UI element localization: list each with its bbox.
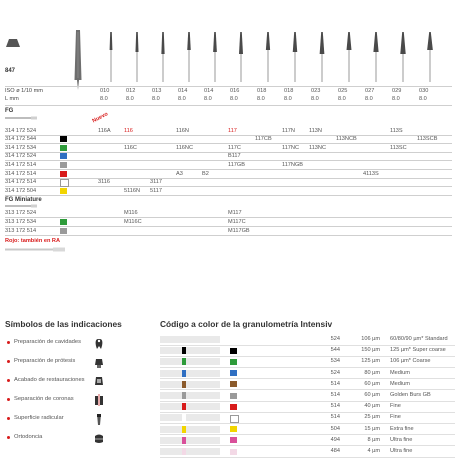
grit-micron: 80 µm (364, 369, 380, 376)
row-divider (5, 195, 452, 196)
length-cell: 8.0 (152, 96, 160, 102)
grit-row (160, 356, 455, 367)
article-code: 314 172 524 (5, 153, 37, 160)
shank-bar (160, 448, 220, 455)
bur-reference: M117GB (228, 227, 250, 234)
shank-bar (160, 426, 220, 433)
row-divider (5, 169, 452, 170)
bur-icon (347, 32, 352, 82)
root-surface-icon (93, 413, 105, 426)
shank-bar (160, 370, 220, 377)
article-code: 314 172 524 (5, 127, 37, 134)
shank-bar (160, 347, 220, 354)
article-code: 313 172 534 (5, 218, 37, 225)
length-cell: 8.0 (311, 96, 319, 102)
grit-row (160, 446, 455, 457)
grit-description: Extra fine (390, 425, 414, 432)
article-code: 314 172 504 (5, 187, 37, 194)
article-code: 314 172 514 (5, 161, 37, 168)
bur-icon (213, 32, 217, 82)
length-cell: 8.0 (230, 96, 238, 102)
grit-band (182, 392, 186, 399)
grit-row (160, 368, 455, 379)
grit-micron: 125 µm (361, 358, 380, 365)
bur-reference: 113NC (309, 144, 326, 151)
grit-description: Medium (390, 380, 410, 387)
grit-color-swatch (60, 171, 67, 177)
grit-band (182, 358, 186, 365)
bur-reference: 117CB (255, 136, 272, 143)
grit-color-swatch (230, 426, 237, 432)
row-divider (5, 135, 452, 136)
fg-section-label: FG (5, 108, 14, 114)
length-row (0, 97, 458, 105)
grit-code: 514 (330, 380, 340, 387)
bur-illustrations (0, 30, 458, 92)
grit-code: 544 (330, 347, 340, 354)
bur-reference: 116A (98, 127, 111, 134)
symbol-label: Acabado de restauraciones (14, 377, 85, 383)
length-cell: 8.0 (257, 96, 265, 102)
symbol-row (5, 374, 145, 392)
grit-color-swatch (60, 188, 67, 194)
length-cell: 8.0 (284, 96, 292, 102)
grit-color-swatch (60, 153, 67, 159)
symbols-panel (5, 320, 145, 458)
grit-row (160, 390, 455, 401)
length-cell: 8.0 (392, 96, 400, 102)
symbol-row (5, 412, 145, 430)
bur-icon (320, 32, 325, 82)
grit-color-swatch (230, 437, 237, 443)
bullet-icon (7, 341, 10, 344)
bur-reference: 113NCB (336, 136, 357, 143)
bur-reference: 113S (390, 127, 403, 134)
row-divider (5, 226, 452, 227)
shank-bar (160, 414, 220, 421)
bur-icon (187, 32, 191, 82)
grit-band (182, 414, 186, 421)
length-cell: 8.0 (126, 96, 134, 102)
grit-code: 534 (330, 358, 340, 365)
row-divider (5, 235, 452, 236)
red-note: Rojo: también en RA (5, 238, 61, 244)
grit-band (182, 437, 186, 444)
article-code: 314 172 514 (5, 179, 37, 186)
grit-row (160, 401, 455, 412)
bur-reference: 117NGB (282, 161, 304, 168)
grit-title: Código a color de la granulometría Intensiv (160, 319, 333, 329)
bur-icon (293, 32, 297, 82)
iso-size-cell: 023 (311, 88, 321, 94)
symbol-label: Preparación de cavidades (14, 339, 82, 345)
length-cell: 8.0 (338, 96, 346, 102)
grit-color-swatch (60, 179, 69, 187)
length-cell: 8.0 (365, 96, 373, 102)
article-code: 314 172 534 (5, 144, 37, 151)
bur-reference: B2 (202, 170, 209, 177)
grit-code-panel (160, 320, 455, 458)
article-code: 314 172 544 (5, 136, 37, 143)
ra-shank-icon (5, 247, 65, 252)
grit-color-swatch (60, 162, 67, 168)
bullet-icon (7, 398, 10, 401)
shank-bar (160, 437, 220, 444)
grit-micron: 25 µm (364, 414, 380, 421)
bur-reference: 117GB (228, 161, 245, 168)
tooth-finishing-icon (93, 375, 105, 388)
bur-reference: 113SC (390, 144, 407, 151)
grit-row (160, 424, 455, 435)
shank-bar (160, 403, 220, 410)
row-divider (5, 217, 452, 218)
grit-band (182, 448, 186, 455)
symbol-row (5, 336, 145, 354)
grit-micron: 15 µm (364, 425, 380, 432)
grit-band (182, 347, 186, 354)
new-badge: Nuevo (91, 111, 110, 125)
grit-description: Medium (390, 369, 410, 376)
grit-band (182, 370, 186, 377)
iso-size-cell: 014 (204, 88, 214, 94)
bullet-icon (7, 417, 10, 420)
grit-description: Fine (390, 403, 401, 410)
grit-micron: 106 µm (361, 336, 380, 342)
grit-micron: 60 µm (364, 380, 380, 387)
grit-band (182, 336, 186, 343)
bur-icon (266, 32, 270, 82)
grit-description: Ultra fine (390, 448, 413, 454)
article-code: 313 172 514 (5, 227, 37, 234)
grit-color-swatch (60, 228, 67, 234)
bur-reference: 116NC (176, 144, 193, 151)
grit-band (182, 381, 186, 388)
grit-band (182, 426, 186, 433)
bur-reference: B117 (228, 153, 241, 160)
symbol-row (5, 355, 145, 373)
length-cell: 8.0 (419, 96, 427, 102)
grit-description: 125 µm* Super coarse (390, 347, 446, 354)
iso-size-cell: 014 (178, 88, 188, 94)
bur-icon (239, 32, 243, 82)
length-label: L mm (5, 96, 19, 102)
length-cell: 8.0 (100, 96, 108, 102)
grit-color-swatch (60, 136, 67, 142)
grit-color-swatch (230, 404, 237, 410)
bur-reference: 117N (282, 127, 295, 134)
bur-reference: 3117 (150, 179, 163, 186)
grit-description: Golden Burs GB (390, 392, 431, 398)
bur-reference: A3 (176, 170, 183, 177)
shape-code: 847 (5, 68, 16, 74)
miniature-section-label: FG Miniature (5, 197, 42, 203)
grit-color-swatch (230, 449, 237, 455)
grit-band (182, 403, 186, 410)
bur-icon (427, 32, 433, 82)
row-divider (5, 186, 452, 187)
grit-row (160, 412, 455, 423)
shank-bar (160, 392, 220, 399)
grit-color-swatch (230, 415, 239, 423)
symbol-label: Preparación de prótesis (14, 358, 76, 364)
fg-shank-icon (5, 116, 37, 120)
bur-reference: 117 (228, 127, 237, 134)
bur-reference: 4113S (363, 170, 379, 177)
iso-size-cell: 027 (365, 88, 375, 94)
grit-code: 484 (330, 448, 340, 454)
grit-color-swatch (230, 393, 237, 399)
grit-description: 106 µm* Coarse (390, 358, 431, 365)
row-divider (5, 178, 452, 179)
grit-micron: 40 µm (364, 403, 380, 410)
grit-micron: 60 µm (364, 392, 380, 398)
bur-reference: M117C (228, 218, 246, 225)
iso-size-cell: 013 (152, 88, 162, 94)
tooth-crown-icon (93, 356, 105, 369)
iso-size-cell: 016 (230, 88, 240, 94)
bur-icon (110, 32, 113, 82)
orthodontics-icon (93, 432, 105, 445)
symbol-row (5, 393, 145, 411)
symbol-label: Separación de coronas (14, 396, 74, 402)
grit-code: 494 (330, 436, 340, 443)
bullet-icon (7, 360, 10, 363)
grit-code: 504 (330, 425, 340, 432)
article-code: 314 172 514 (5, 170, 37, 177)
bur-reference: 116 (124, 127, 133, 134)
grit-code: 524 (330, 369, 340, 376)
shank-bar (160, 358, 220, 365)
bur-reference: M116 (124, 209, 138, 216)
grit-row (160, 435, 455, 446)
bur-reference: 3116 (98, 179, 111, 186)
iso-size-cell: 010 (100, 88, 110, 94)
symbol-label: Ortodoncia (14, 434, 43, 440)
grit-row (160, 345, 455, 356)
bullet-icon (7, 436, 10, 439)
grit-color-swatch (60, 219, 67, 225)
grit-row (160, 334, 455, 345)
bullet-icon (7, 379, 10, 382)
length-cell: 8.0 (204, 96, 212, 102)
bur-reference: 117C (228, 144, 241, 151)
iso-size-cell: 029 (392, 88, 402, 94)
symbol-label: Superficie radicular (14, 415, 64, 421)
grit-code: 514 (330, 403, 340, 410)
symbol-row (5, 431, 145, 449)
symbols-title: Símbolos de las indicaciones (5, 319, 122, 329)
grit-micron: 4 µm (367, 448, 380, 454)
shank-bar (160, 336, 220, 343)
bur-reference: 5116N (124, 187, 141, 194)
crown-separation-icon (93, 394, 105, 407)
grit-color-swatch (230, 381, 237, 387)
grit-color-swatch (230, 359, 237, 365)
grit-code: 524 (330, 336, 340, 342)
iso-size-cell: 030 (419, 88, 429, 94)
length-cell: 8.0 (178, 96, 186, 102)
iso-label: ISO ø 1/10 mm (5, 88, 43, 94)
iso-size-cell: 018 (284, 88, 294, 94)
tooth-cavity-icon (93, 337, 105, 350)
bur-reference: 117NC (282, 144, 299, 151)
miniature-shank-icon (5, 204, 37, 208)
article-code: 313 172 524 (5, 209, 37, 216)
bur-reference: M116C (124, 218, 142, 225)
grit-color-swatch (230, 370, 237, 376)
grit-color-swatch (230, 348, 237, 354)
iso-size-row (0, 89, 458, 97)
grit-code: 514 (330, 392, 340, 398)
bur-reference: M117 (228, 209, 242, 216)
bur-reference: 113SCB (417, 136, 438, 143)
grit-row (160, 379, 455, 390)
grit-micron: 8 µm (367, 436, 380, 443)
grit-description: Fine (390, 414, 401, 421)
grit-description: Ultra fine (390, 436, 413, 443)
shank-bar (160, 381, 220, 388)
grit-color-swatch (60, 145, 67, 151)
bur-reference: 116N (176, 127, 189, 134)
bur-reference: 113N (309, 127, 322, 134)
grit-micron: 150 µm (361, 347, 380, 354)
bur-icon (135, 32, 138, 82)
bur-icon (400, 32, 405, 82)
bur-reference: 5117 (150, 187, 163, 194)
bur-icon (161, 32, 164, 82)
iso-size-cell: 018 (257, 88, 267, 94)
grit-description: 60/80/90 µm* Standard (390, 336, 448, 342)
grit-code: 514 (330, 414, 340, 421)
iso-size-cell: 025 (338, 88, 348, 94)
bur-reference: 116C (124, 144, 137, 151)
iso-size-cell: 012 (126, 88, 136, 94)
bur-icon (373, 32, 378, 82)
